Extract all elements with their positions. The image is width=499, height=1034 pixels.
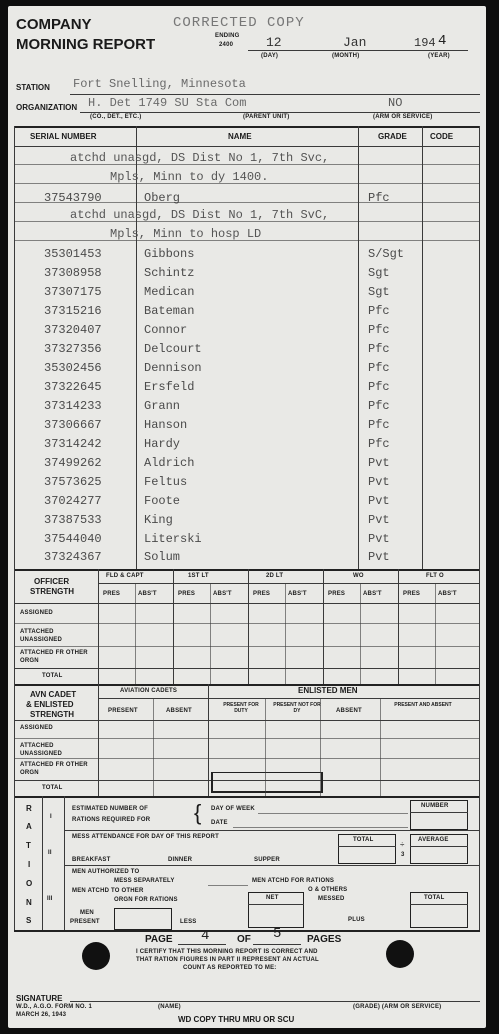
rations-letter: N xyxy=(26,898,32,907)
serial-number: 37314233 xyxy=(44,399,102,413)
name: Oberg xyxy=(144,191,181,205)
table-row xyxy=(8,265,486,283)
officer-sub: ABS'T xyxy=(213,591,232,597)
grade: S/Sgt xyxy=(368,247,405,261)
number-label: NUMBER xyxy=(421,803,449,809)
aviation-cadets-header: AVIATION CADETS xyxy=(120,688,178,694)
rations-letter: O xyxy=(26,879,33,888)
name: Grann xyxy=(144,399,181,413)
table-row xyxy=(8,322,486,340)
officer-row-assigned: ASSIGNED xyxy=(20,610,53,616)
mess-attendance-label: MESS ATTENDANCE FOR DAY OF THIS REPORT xyxy=(72,834,219,840)
code-header: CODE xyxy=(430,132,454,141)
enlisted-title-3: STRENGTH xyxy=(30,710,74,719)
officer-sub: PRES xyxy=(403,591,421,597)
parent-unit-label: (PARENT UNIT) xyxy=(243,114,290,120)
name: Schintz xyxy=(144,266,195,280)
grade: Pfc xyxy=(368,437,390,451)
table-row xyxy=(8,360,486,378)
time-label: 2400 xyxy=(219,42,234,48)
messed-label: MESSED xyxy=(318,896,345,902)
brace-icon: { xyxy=(194,800,202,825)
name: Connor xyxy=(144,323,188,337)
serial-number: 37327356 xyxy=(44,342,102,356)
grade: Pvt xyxy=(368,475,390,489)
rations-total-label: TOTAL xyxy=(424,895,445,901)
total-pages: 5 xyxy=(273,926,282,942)
binder-hole-icon xyxy=(386,940,414,968)
wd-copy-label: WD COPY THRU MRU OR SCU xyxy=(178,1015,295,1024)
serial-number: 37387533 xyxy=(44,513,102,527)
officer-row-attached-fr-other: ATTACHED FR OTHER ORGN xyxy=(20,650,88,664)
grade: Pvt xyxy=(368,550,390,564)
signature-label: SIGNATURE xyxy=(16,994,63,1003)
ending-label: ENDING xyxy=(215,33,240,39)
station-value: Fort Snelling, Minnesota xyxy=(73,77,246,91)
table-row xyxy=(8,474,486,492)
men-atchd-rations-label: MEN ATCHD FOR RATIONS xyxy=(252,878,335,884)
serial-number: 37314242 xyxy=(44,437,102,451)
enlisted-sub: PRESENT xyxy=(108,708,138,714)
enlisted-sub: PRESENT FOR DUTY xyxy=(223,702,259,714)
less-label: LESS xyxy=(180,919,197,925)
co-det-label: (CO., DET., ETC.) xyxy=(90,114,142,120)
table-row xyxy=(8,512,486,530)
mess-total-label: TOTAL xyxy=(353,837,374,843)
name: Solum xyxy=(144,550,181,564)
rations-part-i: I xyxy=(50,814,52,820)
name: Aldrich xyxy=(144,456,195,470)
binder-hole-icon xyxy=(82,942,110,970)
rations-part-iii: III xyxy=(47,896,53,902)
enlisted-men-header: ENLISTED MEN xyxy=(298,686,358,695)
grade: Pvt xyxy=(368,456,390,470)
grade: Pvt xyxy=(368,513,390,527)
grade: Pvt xyxy=(368,494,390,508)
name: Foote xyxy=(144,494,181,508)
officer-sub: PRES xyxy=(103,591,121,597)
breakfast-label: BREAKFAST xyxy=(72,857,111,863)
organization-arm: NO xyxy=(388,96,403,110)
name-header: NAME xyxy=(228,132,252,141)
note-2-line2: Mpls, Minn to hosp LD xyxy=(110,227,262,241)
grade: Pfc xyxy=(368,380,390,394)
table-row xyxy=(8,303,486,321)
enlisted-sub: ABSENT xyxy=(336,708,362,714)
average-label: AVERAGE xyxy=(418,837,449,843)
table-row xyxy=(8,436,486,454)
serial-number: 37573625 xyxy=(44,475,102,489)
certify-line-2: THAT RATION FIGURES IN PART II REPRESENT AN ACTUAL xyxy=(136,957,319,963)
table-row xyxy=(8,284,486,302)
serial-number: 37499262 xyxy=(44,456,102,470)
grade: Pfc xyxy=(368,323,390,337)
report-day: 12 xyxy=(266,35,282,50)
enlisted-row-assigned: ASSIGNED xyxy=(20,725,53,731)
grade-header: GRADE xyxy=(378,132,407,141)
officer-group-fld-capt: FLD & CAPT xyxy=(106,573,144,579)
officer-group-wo: WO xyxy=(353,573,364,579)
officer-sub: ABS'T xyxy=(438,591,457,597)
serial-number: 37024277 xyxy=(44,494,102,508)
estimated-number-label: ESTIMATED NUMBER OF xyxy=(72,806,149,812)
day-label: (DAY) xyxy=(261,53,279,59)
serial-number-header: SERIAL NUMBER xyxy=(30,132,97,141)
net-label: NET xyxy=(266,895,279,901)
grade: Pfc xyxy=(368,191,390,205)
enlisted-sub: PRESENT NOT FOR DY xyxy=(273,702,321,714)
officer-sub: ABS'T xyxy=(138,591,157,597)
organization-value: H. Det 1749 SU Sta Com xyxy=(88,96,247,110)
table-row xyxy=(8,549,486,567)
report-year-prefix: 194 xyxy=(414,36,436,50)
grade: Pfc xyxy=(368,361,390,375)
supper-label: SUPPER xyxy=(254,857,280,863)
serial-number: 37308958 xyxy=(44,266,102,280)
orgn-rations-label: ORGN FOR RATIONS xyxy=(114,897,178,903)
morning-report-form xyxy=(8,6,486,1028)
table-row xyxy=(8,455,486,473)
serial-number: 37320407 xyxy=(44,323,102,337)
serial-number: 37322645 xyxy=(44,380,102,394)
serial-number: 37315216 xyxy=(44,304,102,318)
enlisted-row-attached-fr-other: ATTACHED FR OTHER ORGN xyxy=(20,762,88,776)
enlisted-row-total: TOTAL xyxy=(42,785,63,791)
name: Literski xyxy=(144,532,202,546)
name: Dennison xyxy=(144,361,202,375)
grade: Sgt xyxy=(368,266,390,280)
year-label: (YEAR) xyxy=(428,53,450,59)
rations-letter: R xyxy=(26,804,32,813)
divide-by-three: 3 xyxy=(401,852,405,858)
grade: Pfc xyxy=(368,304,390,318)
grade: Pfc xyxy=(368,399,390,413)
report-month: Jan xyxy=(343,35,367,50)
enlisted-sub: ABSENT xyxy=(166,708,192,714)
rations-letter: T xyxy=(26,841,31,850)
serial-number: 37306667 xyxy=(44,418,102,432)
plus-label: PLUS xyxy=(348,917,365,923)
officer-group-2d-lt: 2D LT xyxy=(266,573,284,579)
grade: Pfc xyxy=(368,418,390,432)
officer-row-attached-unassigned: ATTACHED UNASSIGNED xyxy=(20,629,63,643)
serial-number: 35302456 xyxy=(44,361,102,375)
station-label: STATION xyxy=(16,83,50,92)
table-row xyxy=(8,341,486,359)
table-row xyxy=(8,493,486,511)
officer-title-1: OFFICER xyxy=(34,577,70,586)
officer-title-2: STRENGTH xyxy=(30,587,74,596)
pages-label: PAGES xyxy=(307,934,342,945)
grade: Sgt xyxy=(368,285,390,299)
note-2-line1: atchd unasgd, DS Dist No 1, 7th SvC, xyxy=(70,208,330,222)
form-number: W.D., A.G.O. FORM NO. 1 xyxy=(16,1004,93,1010)
corrected-copy-stamp: CORRECTED COPY xyxy=(173,15,305,31)
name: Feltus xyxy=(144,475,188,489)
grade-arm-label: (GRADE) (ARM OR SERVICE) xyxy=(353,1004,442,1010)
note-1-line2: Mpls, Minn to dy 1400. xyxy=(110,170,269,184)
rations-letter: A xyxy=(26,822,32,831)
serial-number: 37324367 xyxy=(44,550,102,564)
name-label: (NAME) xyxy=(158,1004,181,1010)
date-label: DATE xyxy=(211,820,228,826)
table-row xyxy=(8,531,486,549)
certify-line-1: I CERTIFY THAT THIS MORNING REPORT IS CORRECT AND xyxy=(136,949,318,955)
grade: Pvt xyxy=(368,532,390,546)
name: Medican xyxy=(144,285,195,299)
table-row xyxy=(8,379,486,397)
of-label: OF xyxy=(237,934,251,945)
men-present-label-1: MEN xyxy=(80,910,94,916)
arm-service-label: (ARM OR SERVICE) xyxy=(373,114,433,120)
rations-part-ii: II xyxy=(48,850,52,856)
men-atchd-other-label: MEN ATCHD TO OTHER xyxy=(72,888,144,894)
name: Bateman xyxy=(144,304,195,318)
page-label: PAGE xyxy=(145,934,173,945)
serial-number: 35301453 xyxy=(44,247,102,261)
officer-sub: PRES xyxy=(178,591,196,597)
serial-number: 37543790 xyxy=(44,191,102,205)
officer-sub: ABS'T xyxy=(363,591,382,597)
name: King xyxy=(144,513,173,527)
report-year-digit: 4 xyxy=(438,33,447,49)
month-label: (MONTH) xyxy=(332,53,360,59)
rations-required-label: RATIONS REQUIRED FOR xyxy=(72,817,151,823)
form-title-line2: MORNING REPORT xyxy=(16,36,156,53)
enlisted-title-1: AVN CADET xyxy=(30,690,77,699)
men-authorized-label: MEN AUTHORIZED TO xyxy=(72,869,140,875)
enlisted-title-2: & ENLISTED xyxy=(26,700,74,709)
division-icon: ÷ xyxy=(400,840,405,849)
table-row xyxy=(8,246,486,264)
officer-sub: ABS'T xyxy=(288,591,307,597)
day-of-week-label: DAY OF WEEK xyxy=(211,806,255,812)
name: Delcourt xyxy=(144,342,202,356)
table-row xyxy=(8,398,486,416)
name: Hardy xyxy=(144,437,181,451)
form-title-line1: COMPANY xyxy=(16,16,92,33)
officer-row-total: TOTAL xyxy=(42,673,63,679)
certify-line-3: COUNT AS REPORTED TO ME: xyxy=(183,965,277,971)
officer-sub: PRES xyxy=(253,591,271,597)
serial-number: 37544040 xyxy=(44,532,102,546)
organization-label: ORGANIZATION xyxy=(16,103,78,112)
name: Hanson xyxy=(144,418,188,432)
enlisted-sub: PRESENT AND ABSENT xyxy=(394,702,452,708)
officer-group-1st-lt: 1ST LT xyxy=(188,573,209,579)
name: Gibbons xyxy=(144,247,195,261)
page-number: 4 xyxy=(201,928,210,944)
officer-sub: PRES xyxy=(328,591,346,597)
note-1-line1: atchd unasgd, DS Dist No 1, 7th Svc, xyxy=(70,151,330,165)
officer-group-flt-o: FLT O xyxy=(426,573,444,579)
mess-separately-label: MESS SEPARATELY xyxy=(114,878,175,884)
dinner-label: DINNER xyxy=(168,857,193,863)
men-present-label-2: PRESENT xyxy=(70,919,100,925)
rations-letter: S xyxy=(26,916,32,925)
name: Ersfeld xyxy=(144,380,195,394)
rations-letter: I xyxy=(28,860,31,869)
table-row xyxy=(8,417,486,435)
serial-number: 37307175 xyxy=(44,285,102,299)
enlisted-row-attached-unassigned: ATTACHED UNASSIGNED xyxy=(20,743,63,757)
o-others-label: O & OTHERS xyxy=(308,887,348,893)
form-date: MARCH 26, 1943 xyxy=(16,1012,67,1018)
table-row xyxy=(8,190,486,208)
grade: Pfc xyxy=(368,342,390,356)
